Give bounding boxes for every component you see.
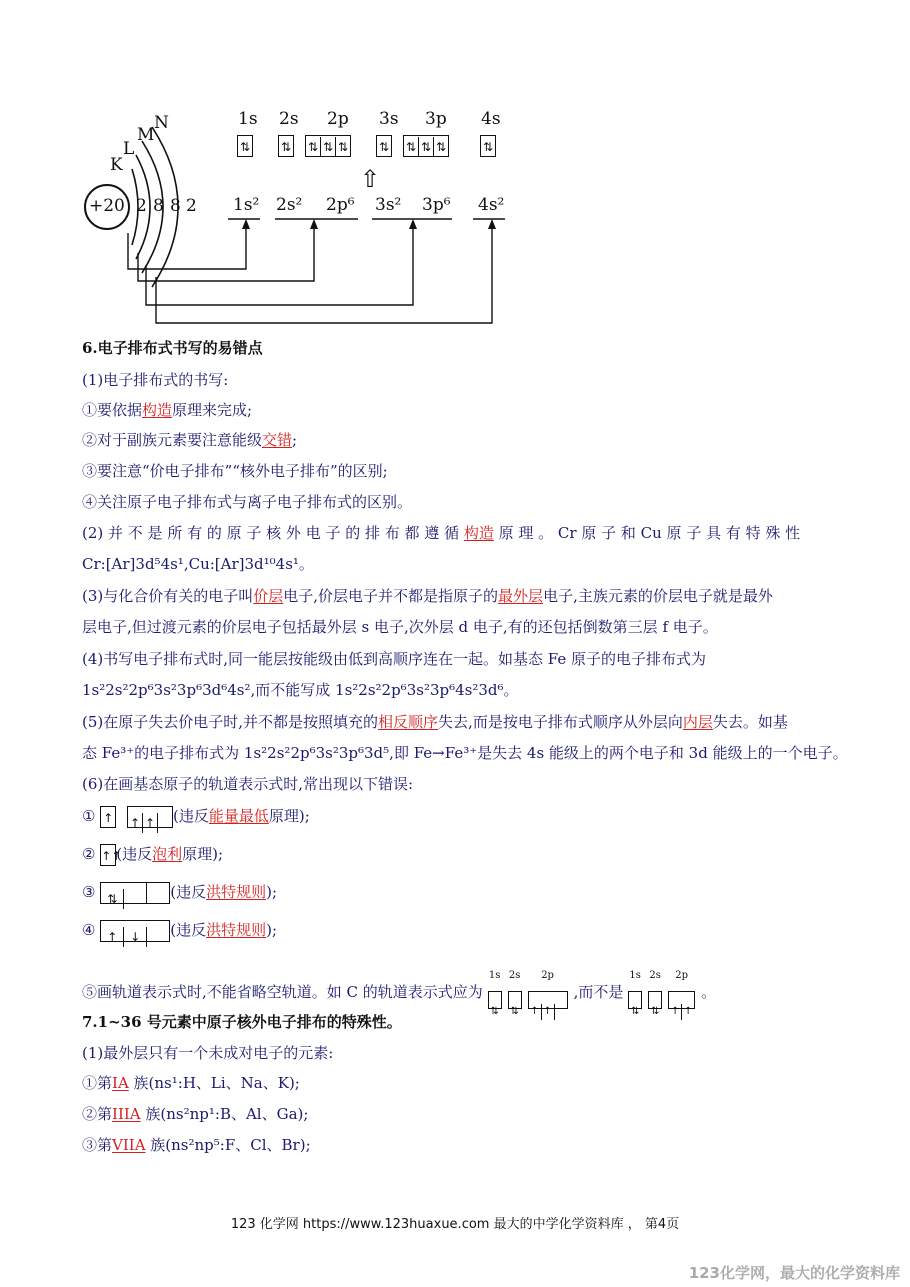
item-number: ③ — [82, 883, 96, 901]
orbital-box-1s — [237, 135, 253, 157]
empty-cell — [147, 883, 169, 903]
section7-item2 — [82, 1104, 308, 1124]
section6-p4-config: 1s²2s²2p⁶3s²3p⁶3d⁶4s²,而不能写成 1s²2s²2p⁶3s²3p⁶4s²3d⁶。 — [82, 681, 519, 699]
answer-text: 交错 — [262, 431, 293, 449]
section6-p3-cont: 层电子,但过渡元素的价层电子包括最外层 s 电子,次外层 d 电子,有的还包括倒数第三层 f 电子。 — [82, 618, 718, 636]
error-example-1 — [82, 806, 310, 828]
config-term-3s: 3s² — [375, 195, 402, 215]
section6-p3 — [82, 586, 773, 606]
shell-letter-n: N — [154, 113, 169, 133]
section6-p6: (6)在画基态原子的轨道表示式时,常出现以下错误: — [82, 775, 414, 793]
up-down-arrow-icon: ⇅ — [510, 1006, 519, 1017]
empty-cell — [124, 883, 147, 903]
mini-label: 2s — [508, 970, 521, 981]
mini-orbital-1s-wrong — [628, 970, 642, 1016]
up-arrow-icon: ↑ — [101, 927, 124, 947]
error-example-3 — [82, 882, 277, 904]
answer-text: 洪特规则 — [206, 883, 267, 901]
section6-p5 — [82, 712, 788, 732]
text: 电子,主族元素的价层电子就是最外 — [543, 587, 773, 605]
answer-text: IA — [112, 1074, 129, 1092]
electron-shell-diagram — [80, 105, 520, 335]
orbital-box — [628, 991, 642, 1017]
text: ①第 — [82, 1074, 113, 1092]
orbital-cell: ⇅ — [337, 140, 349, 154]
config-term-4s: 4s² — [478, 195, 505, 215]
answer-text: 泡利 — [152, 845, 183, 863]
page-footer: 123 化学网 https://www.123huaxue.com 最大的中学化学资料库 ， 第4页 — [230, 1217, 680, 1232]
config-term-1s: 1s² — [233, 195, 260, 215]
text: 原理); — [268, 807, 310, 825]
text: ); — [266, 883, 278, 901]
empty-cell — [555, 998, 567, 1014]
text: 。 — [701, 983, 717, 1001]
orbital-box — [528, 991, 568, 1017]
orbital-label-1s: 1s — [238, 109, 258, 129]
config-term-3p: 3p⁶ — [422, 195, 451, 215]
shell-count-n: 2 — [186, 196, 197, 216]
text: ); — [266, 921, 278, 939]
config-term-2s: 2s² — [276, 195, 303, 215]
item-number: ④ — [82, 921, 96, 939]
orbital-label-3p: 3p — [425, 109, 447, 129]
mini-label: 2p — [675, 970, 689, 981]
orbital-box — [100, 806, 116, 828]
empty-cell — [147, 921, 169, 941]
answer-text: 构造 — [142, 401, 173, 419]
orbital-box — [668, 991, 695, 1017]
watermark: 123化学网，最大的化学资料库 — [688, 1264, 900, 1282]
section6-p2 — [82, 523, 800, 543]
text: (违反 — [173, 807, 209, 825]
section7-item3 — [82, 1135, 311, 1155]
up-arrow-icon: ↑ — [669, 1004, 682, 1020]
mini-orbital-2p-wrong — [668, 970, 695, 1016]
up-down-arrow-icon: ⇅ — [101, 889, 124, 909]
text: (3)与化合价有关的电子叫 — [82, 587, 254, 605]
section6-item1 — [82, 400, 252, 420]
up-up-arrow-icon: ↑↑ — [101, 849, 122, 863]
orbital-box — [488, 991, 502, 1017]
text: 电子,价层电子并不都是指原子的 — [283, 587, 499, 605]
error-example-2 — [82, 844, 223, 866]
orbital-box — [648, 991, 662, 1017]
hollow-up-arrow-icon: ⇧ — [360, 165, 381, 193]
up-down-arrow-icon: ⇅ — [650, 1006, 660, 1017]
text: 原理); — [182, 845, 224, 863]
down-arrow-icon: ↓ — [124, 927, 147, 947]
section6-p4: (4)书写电子排布式时,同一能层按能级由低到高顺序连在一起。如基态 Fe 原子的电子排布式为 — [82, 650, 707, 668]
section6-p2-config: Cr:[Ar]3d⁵4s¹,Cu:[Ar]3d¹⁰4s¹。 — [82, 555, 314, 573]
orbital-box — [127, 806, 173, 828]
up-arrow-icon: ↑ — [143, 813, 158, 833]
orbital-cell: ⇅ — [239, 140, 251, 154]
orbital-box-2p — [305, 135, 351, 157]
orbital-label-2s: 2s — [279, 109, 299, 129]
orbital-cell: ⇅ — [321, 137, 336, 157]
orbital-cell: ⇅ — [306, 137, 321, 157]
answer-text: 内层 — [682, 713, 713, 731]
shell-count-m: 8 — [170, 196, 181, 216]
mini-label: 2s — [649, 970, 661, 981]
text: (2) 并 不 是 所 有 的 原 子 核 外 电 子 的 排 布 都 遵 循 — [82, 524, 464, 542]
section7-item1 — [82, 1073, 300, 1093]
text: (5)在原子失去价电子时,并不都是按照填充的 — [82, 713, 379, 731]
mini-orbital-2s-wrong — [648, 970, 662, 1016]
text: 失去。如基 — [712, 713, 788, 731]
answer-text: 构造 — [463, 524, 494, 542]
orbital-box-2s — [278, 135, 294, 157]
text: ②对于副族元素要注意能级 — [82, 431, 263, 449]
mini-label: 1s — [488, 970, 501, 981]
answer-text: 相反顺序 — [378, 713, 439, 731]
up-arrow-icon: ↑ — [529, 1004, 542, 1020]
orbital-label-4s: 4s — [481, 109, 501, 129]
section7-title: 7.1~36 号元素中原子核外电子排布的特殊性。 — [82, 1013, 402, 1031]
orbital-box-4s — [480, 135, 496, 157]
answer-text: VIIA — [112, 1136, 146, 1154]
text: 原理来完成; — [172, 401, 253, 419]
up-arrow-icon: ↑ — [683, 1006, 693, 1017]
text: (违反 — [170, 921, 207, 939]
mini-label: 2p — [541, 970, 554, 981]
text: 原 理 。 Cr 原 子 和 Cu 原 子 具 有 特 殊 性 — [493, 524, 801, 542]
up-down-arrow-icon: ⇅ — [490, 1006, 499, 1017]
item-number: ② — [82, 845, 96, 863]
orbital-cell: ⇅ — [280, 140, 292, 154]
section6-item3: ③要注意“价电子排布”“核外电子排布”的区别; — [82, 462, 388, 480]
mini-label: 1s — [629, 970, 641, 981]
section6-title: 6.电子排布式书写的易错点 — [82, 339, 263, 357]
empty-cell — [158, 807, 172, 827]
up-arrow-icon: ↑ — [103, 811, 114, 825]
orbital-cell: ⇅ — [419, 137, 434, 157]
section6-p1: (1)电子排布式的书写: — [82, 371, 229, 389]
text: (违反 — [170, 883, 207, 901]
up-down-arrow-icon: ⇅ — [630, 1006, 640, 1017]
shell-letter-k: K — [110, 155, 123, 175]
item-number: ① — [82, 807, 96, 825]
orbital-label-2p: 2p — [327, 109, 349, 129]
orbital-cell: ⇅ — [482, 140, 494, 154]
orbital-box — [100, 844, 122, 866]
config-term-2p: 2p⁶ — [326, 195, 355, 215]
orbital-cell: ⇅ — [378, 140, 390, 154]
text: ; — [292, 431, 298, 449]
orbital-box — [100, 882, 170, 904]
section6-item2 — [82, 430, 297, 450]
orbital-cell: ⇅ — [404, 137, 419, 157]
text: ③第 — [82, 1136, 113, 1154]
orbital-box-3p — [403, 135, 449, 157]
answer-text: 洪特规则 — [206, 921, 267, 939]
section6-item4: ④关注原子电子排布式与离子电子排布式的区别。 — [82, 493, 413, 511]
orbital-cell: ⇅ — [435, 140, 447, 154]
section7-p1: (1)最外层只有一个未成对电子的元素: — [82, 1044, 334, 1062]
text: ①要依据 — [82, 401, 143, 419]
text: (违反 — [116, 845, 153, 863]
shell-count-l: 8 — [153, 196, 164, 216]
answer-text: IIIA — [112, 1105, 141, 1123]
error-example-4 — [82, 920, 277, 942]
nucleus-charge: +20 — [89, 196, 125, 216]
orbital-label-3s: 3s — [379, 109, 399, 129]
text: ⑤画轨道表示式时,不能省略空轨道。如 C 的轨道表示式应为 — [82, 983, 483, 1001]
text: ②第 — [82, 1105, 113, 1123]
text: 族(ns²np⁵:F、Cl、Br); — [145, 1136, 311, 1154]
up-arrow-icon: ↑ — [128, 813, 143, 833]
orbital-box-3s — [376, 135, 392, 157]
answer-text: 能量最低 — [208, 807, 269, 825]
mini-orbital-2p — [528, 970, 568, 1016]
shell-letter-m: M — [137, 125, 155, 145]
text: 失去,而是按电子排布式顺序从外层向 — [438, 713, 683, 731]
answer-text: 价层 — [253, 587, 284, 605]
orbital-box — [100, 920, 170, 942]
orbital-box — [508, 991, 522, 1017]
answer-text: 最外层 — [498, 587, 544, 605]
mini-orbital-1s — [488, 970, 502, 1016]
error-example-5 — [82, 970, 716, 1016]
mini-orbital-2s — [508, 970, 522, 1016]
text: ,而不是 — [573, 983, 624, 1001]
shell-count-k: 2 — [136, 196, 147, 216]
text: 族(ns²np¹:B、Al、Ga); — [140, 1105, 309, 1123]
up-arrow-icon: ↑ — [542, 1004, 555, 1020]
shell-letter-l: L — [123, 139, 135, 159]
section6-p5-cont: 态 Fe³⁺的电子排布式为 1s²2s²2p⁶3s²3p⁶3d⁵,即 Fe→Fe³⁺是失去 4s 能级上的两个电子和 3d 能级上的一个电子。 — [82, 744, 848, 762]
text: 族(ns¹:H、Li、Na、K); — [128, 1074, 300, 1092]
